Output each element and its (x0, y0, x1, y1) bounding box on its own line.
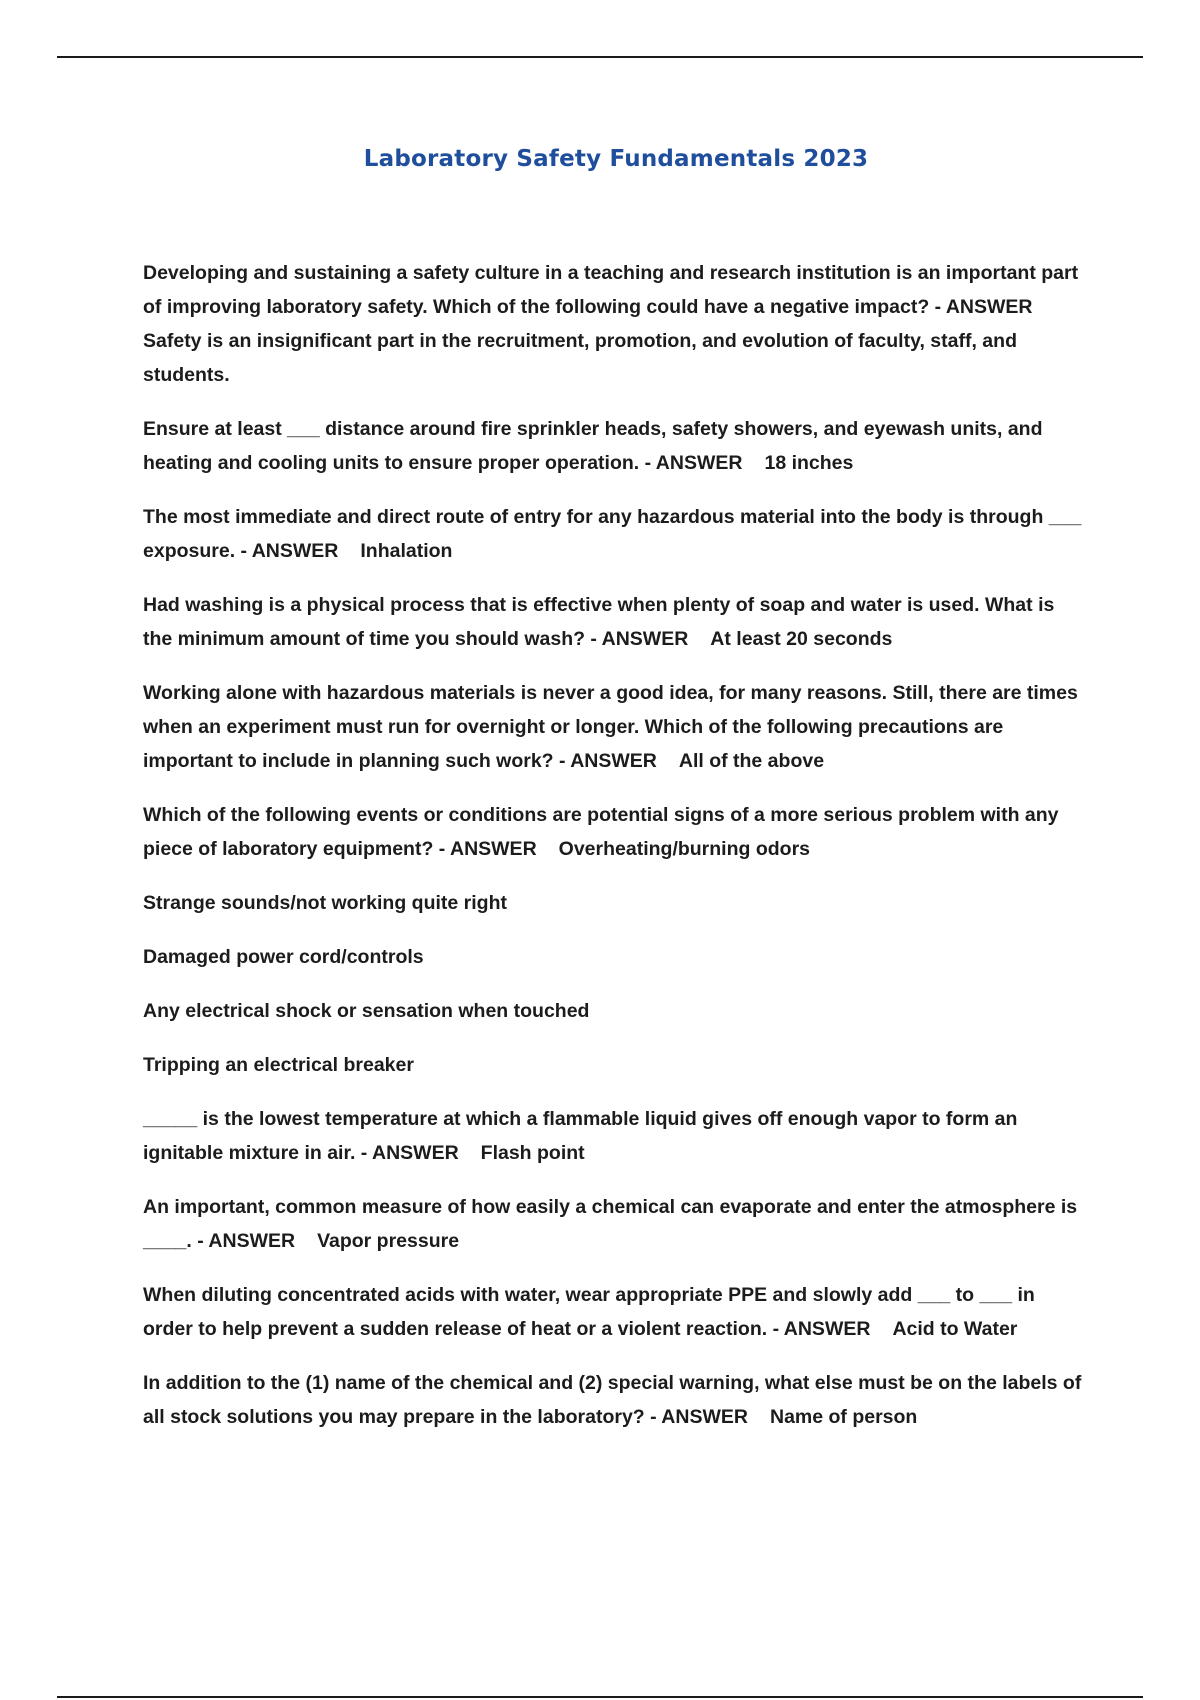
answer-text: At least 20 seconds (710, 628, 893, 650)
top-rule (57, 56, 1143, 58)
question-text: _____ is the lowest temperature at which a flammable liquid gives off enough vapor to form an ignitable mixture in air. - ANSWER (143, 1108, 1018, 1164)
qa-item (143, 412, 1083, 480)
question-text: An important, common measure of how easily a chemical can evaporate and enter the atmosphere is ____. - ANSWER (143, 1196, 1078, 1252)
qa-item (143, 1102, 1083, 1170)
qa-item (143, 1278, 1083, 1346)
question-text: Ensure at least ___ distance around fire sprinkler heads, safety showers, and eyewash units, and heating and cooling units to ensure proper operation. - ANSWER (143, 418, 1043, 474)
answer-text: Safety is an insignificant part in the recruitment, promotion, and evolution of faculty, staff, and students. (143, 330, 1017, 386)
answer-text: Vapor pressure (317, 1230, 460, 1252)
answer-text: Overheating/burning odors (558, 838, 811, 860)
list-item (143, 886, 1083, 920)
answer-text: Acid to Water (892, 1318, 1018, 1340)
item-text: Any electrical shock or sensation when touched (143, 1000, 590, 1022)
qa-item (143, 588, 1083, 656)
qa-item (143, 500, 1083, 568)
question-text: Developing and sustaining a safety culture in a teaching and research institution is an important part of improving laboratory safety. Which of the following could have a negative impact? - ANSWER (143, 262, 1079, 318)
qa-item (143, 798, 1083, 866)
item-text: Tripping an electrical breaker (143, 1054, 414, 1076)
qa-item (143, 1366, 1083, 1434)
answer-text: Name of person (769, 1406, 918, 1428)
question-text: Working alone with hazardous materials is never a good idea, for many reasons. Still, there are times when an experiment must run for overnight or longer. Which of the following precautions are important to include in planning such work? - ANSWER (143, 682, 1078, 772)
question-text: Which of the following events or conditions are potential signs of a more serious problem with any piece of laboratory equipment? - ANSWER (143, 804, 1059, 860)
answer-text: Inhalation (360, 540, 453, 562)
item-text: Strange sounds/not working quite right (143, 892, 507, 914)
question-text: Had washing is a physical process that is effective when plenty of soap and water is used. What is the minimum amount of time you should wash? - ANSWER (143, 594, 1055, 650)
answer-text: All of the above (678, 750, 825, 772)
list-item (143, 940, 1083, 974)
document-title: Laboratory Safety Fundamentals 2023 (363, 146, 869, 172)
qa-item (143, 1190, 1083, 1258)
qa-item (143, 676, 1083, 778)
question-text: In addition to the (1) name of the chemical and (2) special warning, what else must be on the labels of all stock solutions you may prepare in the laboratory? - ANSWER (143, 1372, 1082, 1428)
item-text: Damaged power cord/controls (143, 946, 424, 968)
answer-text: 18 inches (764, 452, 854, 474)
answer-text: Flash point (480, 1142, 585, 1164)
qa-item (143, 256, 1083, 392)
question-text: The most immediate and direct route of entry for any hazardous material into the body is through ___ exposure. - ANSWER (143, 506, 1082, 562)
document-body (143, 256, 1083, 1454)
list-item (143, 1048, 1083, 1082)
bottom-rule (57, 1696, 1143, 1698)
list-item (143, 994, 1083, 1028)
question-text: When diluting concentrated acids with water, wear appropriate PPE and slowly add ___ to ___ in order to help prevent a sudden release of heat or a violent reaction. - ANSWER (143, 1284, 1035, 1340)
